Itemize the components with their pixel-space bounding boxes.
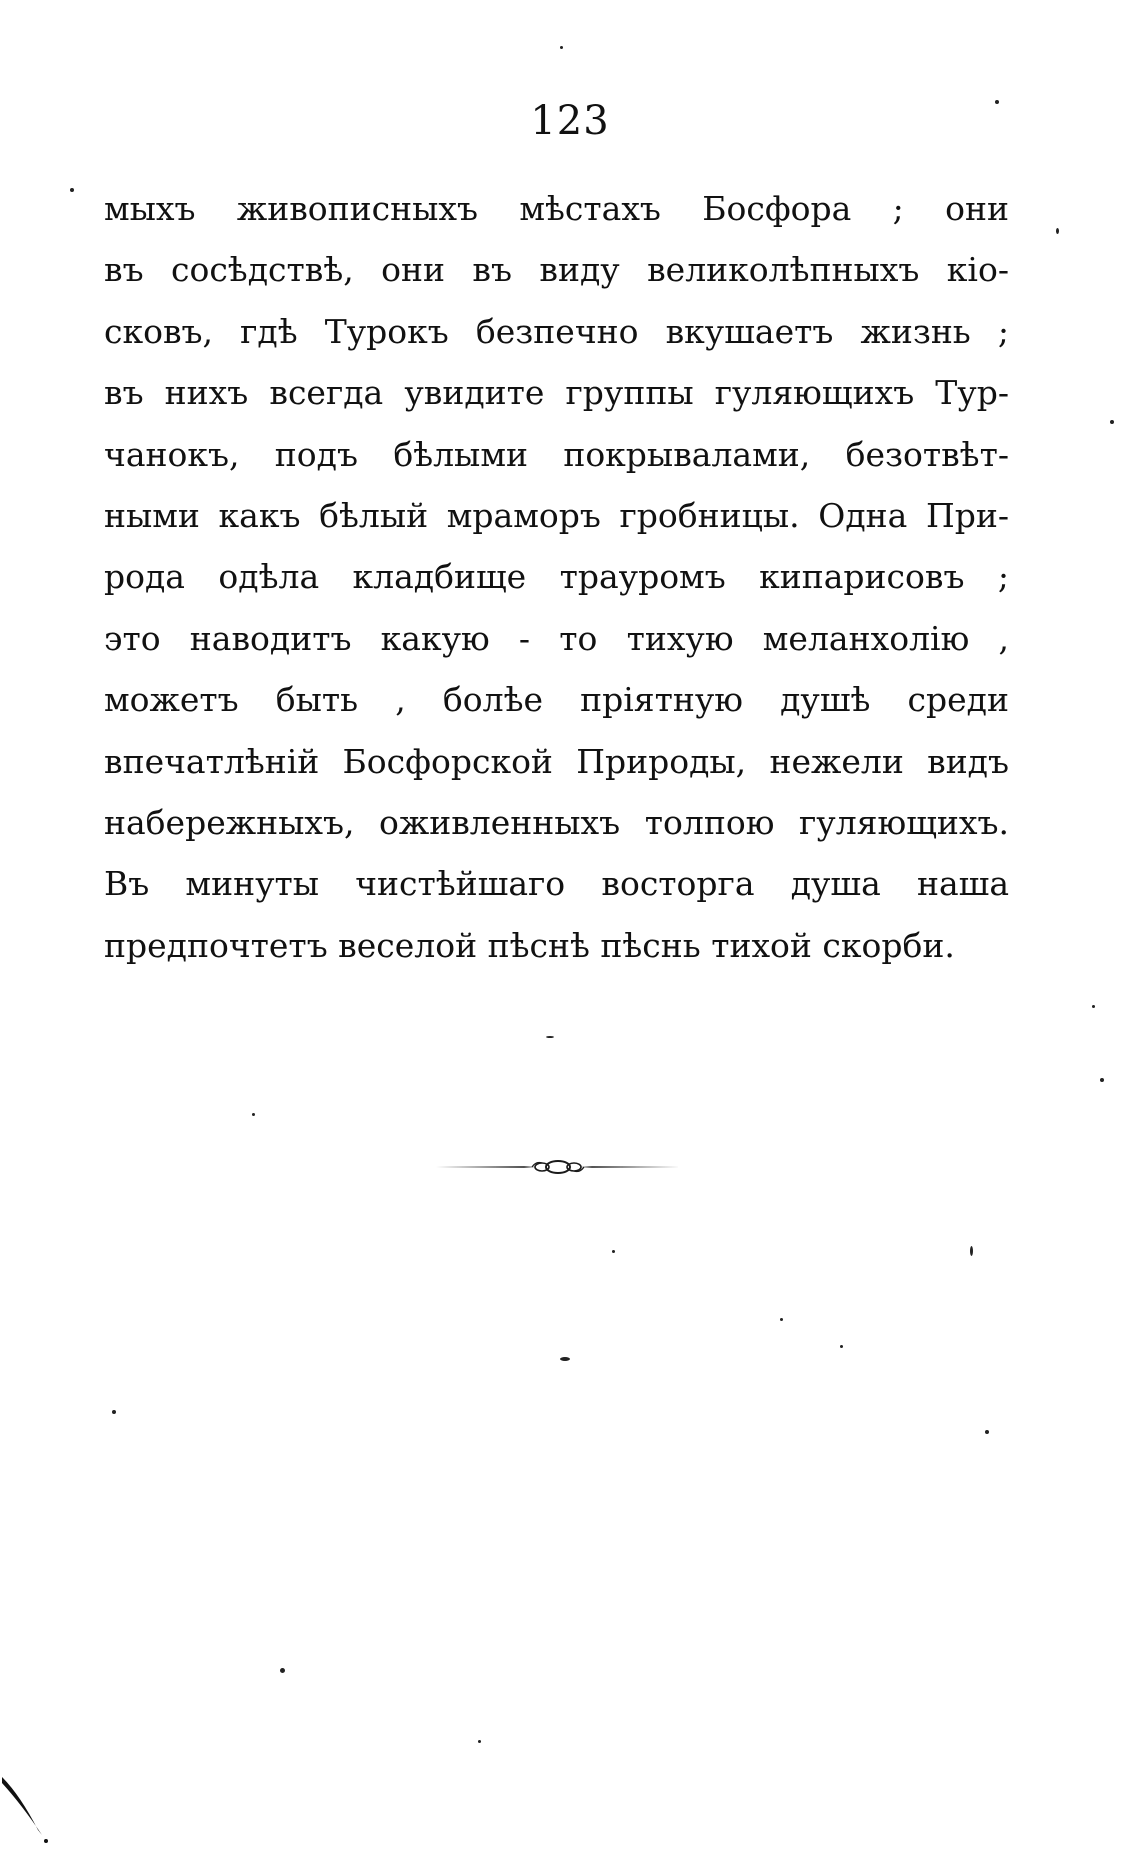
paper-speck: [252, 1113, 255, 1116]
paper-speck: [1092, 1005, 1095, 1008]
paper-speck: [780, 1318, 783, 1321]
tailpiece-ornament-icon: [436, 1155, 680, 1179]
text-line: набережныхъ, оживленныхъ толпою гуляющихъ.: [104, 802, 1009, 842]
paper-speck: [985, 1430, 989, 1434]
paper-speck: [560, 46, 563, 49]
paper-speck: [970, 1246, 973, 1256]
text-line: это наводитъ какую - то тихую меланхолію ,: [104, 618, 1009, 658]
text-line: можетъ быть , болѣе пріятную душѣ среди: [104, 680, 1009, 720]
paper-speck: [112, 1410, 116, 1414]
paper-speck: [840, 1345, 843, 1348]
text-line: впечатлѣній Босфорской Природы, нежели видъ: [104, 741, 1009, 781]
paper-speck: [478, 1740, 481, 1743]
page-number: 123: [530, 98, 610, 144]
text-line: въ нихъ всегда увидите группы гуляющихъ Тур-: [104, 373, 1009, 413]
text-line: ными какъ бѣлый мраморъ гробницы. Одна При-: [104, 495, 1009, 535]
paper-speck: [1110, 420, 1114, 424]
text-line: чанокъ, подъ бѣлыми покрывалами, безотвѣт-: [104, 434, 1009, 474]
body-text: [104, 178, 1009, 976]
text-line: рода одѣла кладбище трауромъ кипарисовъ ;: [104, 557, 1009, 597]
page-edge-mark-icon: [0, 1775, 60, 1850]
paper-speck: [612, 1250, 615, 1253]
text-line: сковъ, гдѣ Турокъ безпечно вкушаетъ жизнь ;: [104, 311, 1009, 351]
paper-speck: [995, 100, 999, 104]
text-line: мыхъ живописныхъ мѣстахъ Босфора ; они: [104, 189, 1009, 228]
paper-speck: [546, 1036, 554, 1038]
paper-speck: [1056, 228, 1059, 234]
paper-speck: [560, 1357, 570, 1361]
text-line: предпочтетъ веселой пѣснѣ пѣснь тихой скорби.: [104, 925, 955, 965]
text-line: Въ минуты чистѣйшаго восторга душа наша: [104, 864, 1009, 904]
paper-speck: [280, 1668, 285, 1673]
paper-speck: [70, 188, 74, 192]
paper-speck: [1100, 1078, 1104, 1082]
text-line: въ сосѣдствѣ, они въ виду великолѣпныхъ кіо-: [104, 250, 1009, 290]
